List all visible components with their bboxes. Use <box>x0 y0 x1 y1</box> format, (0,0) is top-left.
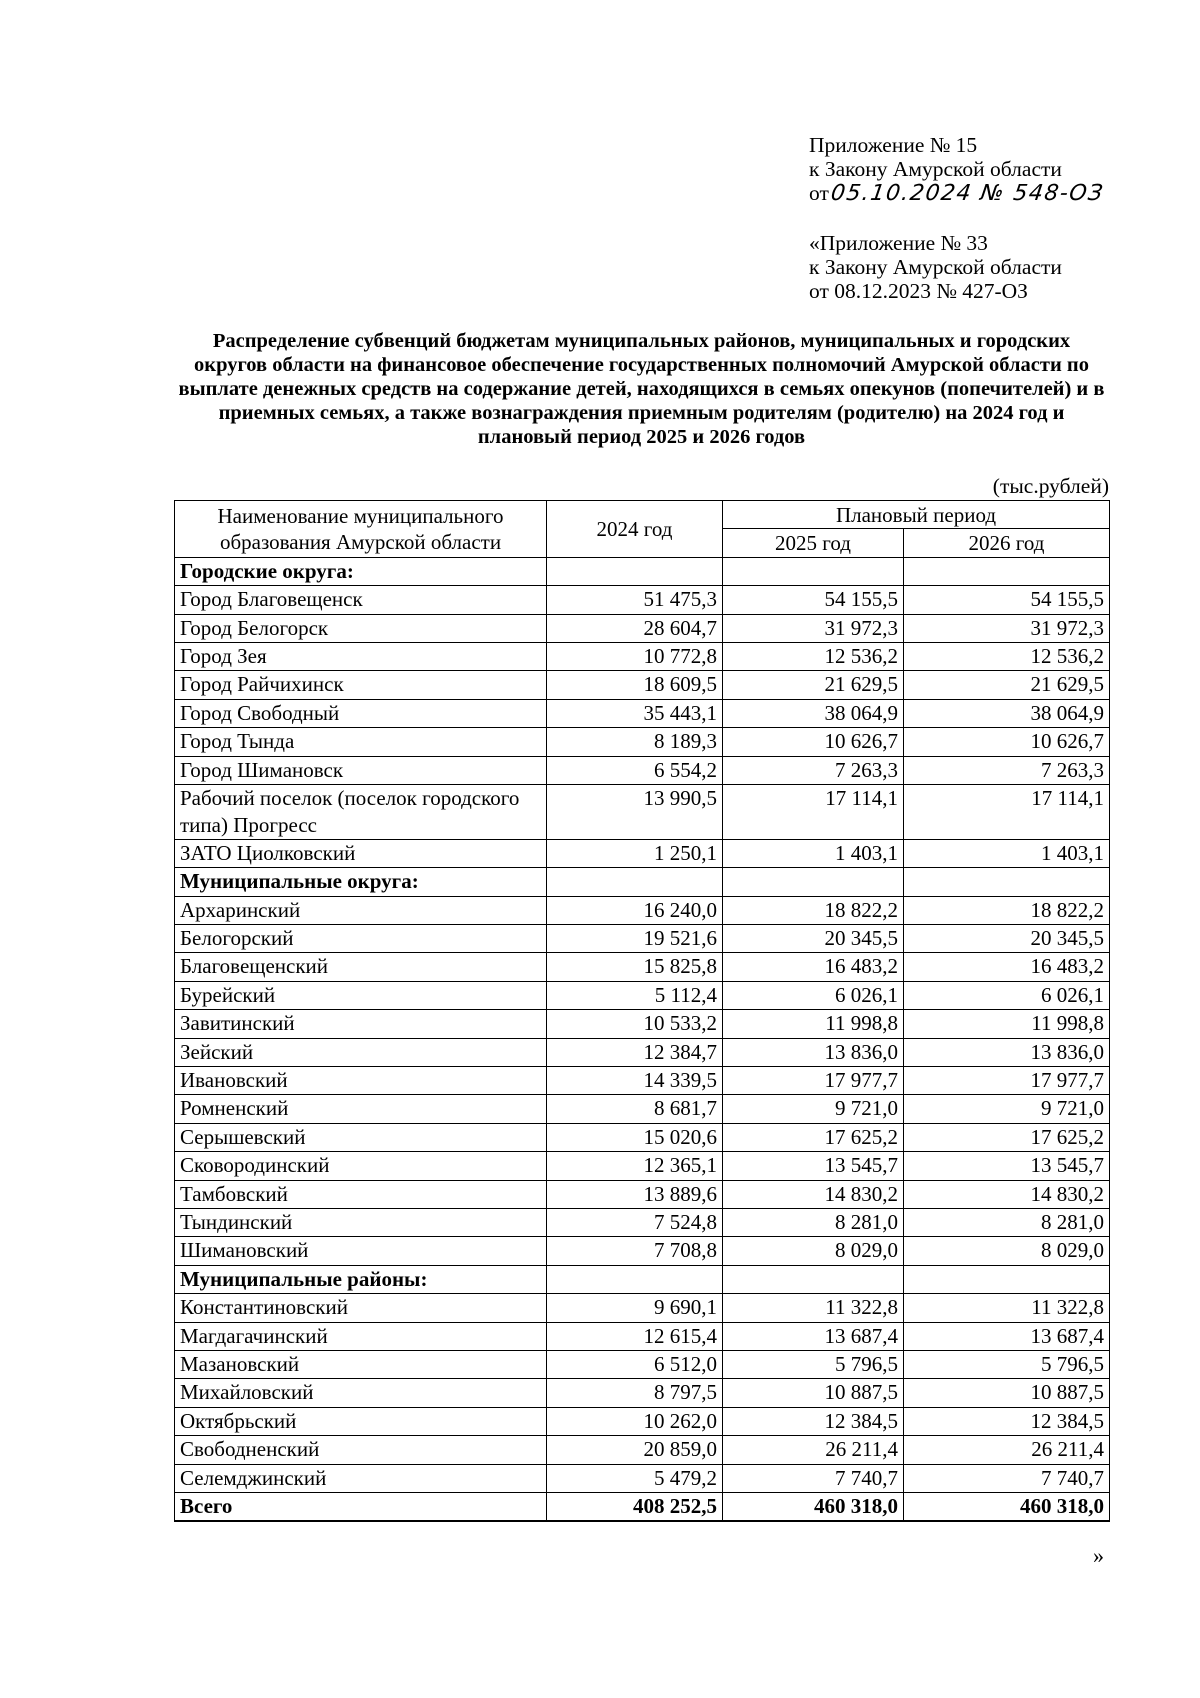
header-2025: 2025 год <box>723 529 904 557</box>
value-2024: 10 262,0 <box>547 1407 723 1435</box>
table-row <box>175 896 1110 924</box>
table-row <box>175 1067 1110 1095</box>
table-row <box>175 671 1110 699</box>
municipality-name: Ромненский <box>175 1095 547 1123</box>
value-2024: 10 772,8 <box>547 642 723 670</box>
value-2026: 38 064,9 <box>904 699 1110 727</box>
value-2025: 12 536,2 <box>723 642 904 670</box>
value-2024: 20 859,0 <box>547 1436 723 1464</box>
value-2024: 9 690,1 <box>547 1294 723 1322</box>
section-title: Городские округа: <box>175 557 547 585</box>
empty-cell <box>547 557 723 585</box>
value-2024: 10 533,2 <box>547 1010 723 1038</box>
table-row <box>175 1237 1110 1265</box>
value-2025: 17 977,7 <box>723 1067 904 1095</box>
header-planned-period: Плановый период <box>723 501 1110 529</box>
appendix-reference-original <box>809 231 1062 303</box>
appendix-law: к Закону Амурской области <box>809 157 1062 181</box>
empty-cell <box>547 1265 723 1293</box>
value-2024: 5 112,4 <box>547 981 723 1009</box>
value-2024: 13 889,6 <box>547 1180 723 1208</box>
value-2024: 6 512,0 <box>547 1350 723 1378</box>
total-2024: 408 252,5 <box>547 1492 723 1521</box>
value-2026: 13 687,4 <box>904 1322 1110 1350</box>
value-2026: 11 322,8 <box>904 1294 1110 1322</box>
municipality-name: Октябрьский <box>175 1407 547 1435</box>
value-2024: 18 609,5 <box>547 671 723 699</box>
table-row <box>175 1208 1110 1236</box>
value-2025: 1 403,1 <box>723 839 904 867</box>
value-2026: 13 836,0 <box>904 1038 1110 1066</box>
section-header-row <box>175 1265 1110 1293</box>
total-2026: 460 318,0 <box>904 1492 1110 1521</box>
value-2025: 8 281,0 <box>723 1208 904 1236</box>
value-2026: 1 403,1 <box>904 839 1110 867</box>
municipality-name: Шимановский <box>175 1237 547 1265</box>
value-2026: 6 026,1 <box>904 981 1110 1009</box>
table-row <box>175 586 1110 614</box>
value-2024: 7 708,8 <box>547 1237 723 1265</box>
value-2025: 18 822,2 <box>723 896 904 924</box>
municipality-name: Серышевский <box>175 1123 547 1151</box>
value-2024: 13 990,5 <box>547 784 723 839</box>
appendix-date-line <box>809 181 1104 206</box>
table-row <box>175 756 1110 784</box>
value-2025: 21 629,5 <box>723 671 904 699</box>
value-2025: 13 545,7 <box>723 1152 904 1180</box>
municipality-name: Город Благовещенск <box>175 586 547 614</box>
value-2026: 8 029,0 <box>904 1237 1110 1265</box>
table-row <box>175 1350 1110 1378</box>
table-row <box>175 1038 1110 1066</box>
value-2025: 12 384,5 <box>723 1407 904 1435</box>
value-2024: 51 475,3 <box>547 586 723 614</box>
original-appendix-law: к Закону Амурской области <box>809 255 1062 279</box>
value-2026: 18 822,2 <box>904 896 1110 924</box>
value-2024: 1 250,1 <box>547 839 723 867</box>
total-row <box>175 1492 1110 1521</box>
value-2024: 12 615,4 <box>547 1322 723 1350</box>
value-2025: 20 345,5 <box>723 925 904 953</box>
document-title: Распределение субвенций бюджетам муниципальных районов, муниципальных и городских округов области на финансовое обеспечение государственных полномочий Амурской области по выплате денежных средств на содержание детей, находящихся в семьях опекунов (попечителей) и в приемных семьях, а также вознаграждения приемным родителям (родителю) на 2024 год и плановый период 2025 и 2026 годов <box>178 330 1105 448</box>
table-row <box>175 925 1110 953</box>
table-row <box>175 1180 1110 1208</box>
value-2024: 15 020,6 <box>547 1123 723 1151</box>
table-row <box>175 1407 1110 1435</box>
table-row <box>175 1010 1110 1038</box>
value-2024: 8 797,5 <box>547 1379 723 1407</box>
table-row <box>175 642 1110 670</box>
municipality-name: Город Райчихинск <box>175 671 547 699</box>
total-label: Всего <box>175 1492 547 1521</box>
handwritten-date-number: 05.10.2024 № 548-ОЗ <box>829 181 1106 206</box>
value-2026: 31 972,3 <box>904 614 1110 642</box>
table-row <box>175 699 1110 727</box>
closing-quote: » <box>1093 1543 1104 1568</box>
municipality-name: Рабочий поселок (поселок городского типа) Прогресс <box>175 784 547 839</box>
value-2026: 16 483,2 <box>904 953 1110 981</box>
municipality-name: Селемджинский <box>175 1464 547 1492</box>
value-2025: 31 972,3 <box>723 614 904 642</box>
value-2026: 54 155,5 <box>904 586 1110 614</box>
value-2024: 12 384,7 <box>547 1038 723 1066</box>
value-2025: 38 064,9 <box>723 699 904 727</box>
municipality-name: Город Тында <box>175 728 547 756</box>
appendix-reference-current <box>809 133 1104 206</box>
municipality-name: Благовещенский <box>175 953 547 981</box>
empty-cell <box>723 868 904 896</box>
value-2026: 9 721,0 <box>904 1095 1110 1123</box>
value-2026: 26 211,4 <box>904 1436 1110 1464</box>
value-2026: 10 626,7 <box>904 728 1110 756</box>
table-row <box>175 728 1110 756</box>
header-2026: 2026 год <box>904 529 1110 557</box>
appendix-number: Приложение № 15 <box>809 133 978 157</box>
empty-cell <box>904 1265 1110 1293</box>
municipality-name: Зейский <box>175 1038 547 1066</box>
value-2025: 10 626,7 <box>723 728 904 756</box>
value-2026: 12 384,5 <box>904 1407 1110 1435</box>
value-2024: 16 240,0 <box>547 896 723 924</box>
municipality-name: Архаринский <box>175 896 547 924</box>
value-2025: 10 887,5 <box>723 1379 904 1407</box>
value-2025: 54 155,5 <box>723 586 904 614</box>
value-2025: 26 211,4 <box>723 1436 904 1464</box>
municipality-name: ЗАТО Циолковский <box>175 839 547 867</box>
value-2025: 6 026,1 <box>723 981 904 1009</box>
section-header-row <box>175 557 1110 585</box>
value-2024: 8 189,3 <box>547 728 723 756</box>
value-2026: 5 796,5 <box>904 1350 1110 1378</box>
empty-cell <box>723 557 904 585</box>
subvention-table <box>174 500 1110 1522</box>
value-2026: 17 114,1 <box>904 784 1110 839</box>
value-2026: 12 536,2 <box>904 642 1110 670</box>
value-2026: 8 281,0 <box>904 1208 1110 1236</box>
municipality-name: Город Зея <box>175 642 547 670</box>
value-2025: 17 625,2 <box>723 1123 904 1151</box>
table-row <box>175 1379 1110 1407</box>
value-2024: 35 443,1 <box>547 699 723 727</box>
municipality-name: Тындинский <box>175 1208 547 1236</box>
value-2026: 21 629,5 <box>904 671 1110 699</box>
municipality-name: Константиновский <box>175 1294 547 1322</box>
header-name: Наименование муниципального образования Амурской области <box>175 501 547 558</box>
municipality-name: Завитинский <box>175 1010 547 1038</box>
value-2024: 19 521,6 <box>547 925 723 953</box>
value-2025: 8 029,0 <box>723 1237 904 1265</box>
header-2024: 2024 год <box>547 501 723 558</box>
section-title: Муниципальные округа: <box>175 868 547 896</box>
table-row <box>175 953 1110 981</box>
section-header-row <box>175 868 1110 896</box>
value-2024: 7 524,8 <box>547 1208 723 1236</box>
table-row <box>175 1123 1110 1151</box>
table-row <box>175 1294 1110 1322</box>
appendix-date-prefix: от <box>809 181 829 205</box>
value-2025: 17 114,1 <box>723 784 904 839</box>
units-label: (тыс.рублей) <box>992 474 1109 498</box>
municipality-name: Белогорский <box>175 925 547 953</box>
table-row <box>175 1436 1110 1464</box>
original-appendix-number: «Приложение № 33 <box>809 231 988 255</box>
municipality-name: Сковородинский <box>175 1152 547 1180</box>
value-2025: 14 830,2 <box>723 1180 904 1208</box>
table-row <box>175 614 1110 642</box>
value-2026: 20 345,5 <box>904 925 1110 953</box>
municipality-name: Михайловский <box>175 1379 547 1407</box>
value-2024: 12 365,1 <box>547 1152 723 1180</box>
municipality-name: Свободненский <box>175 1436 547 1464</box>
original-appendix-date: от 08.12.2023 № 427-ОЗ <box>809 279 1028 303</box>
empty-cell <box>904 868 1110 896</box>
section-title: Муниципальные районы: <box>175 1265 547 1293</box>
table-row <box>175 1095 1110 1123</box>
value-2024: 28 604,7 <box>547 614 723 642</box>
value-2025: 11 322,8 <box>723 1294 904 1322</box>
value-2024: 6 554,2 <box>547 756 723 784</box>
value-2026: 14 830,2 <box>904 1180 1110 1208</box>
value-2024: 15 825,8 <box>547 953 723 981</box>
value-2025: 13 687,4 <box>723 1322 904 1350</box>
value-2025: 7 263,3 <box>723 756 904 784</box>
municipality-name: Город Шимановск <box>175 756 547 784</box>
table-row <box>175 784 1110 839</box>
empty-cell <box>547 868 723 896</box>
value-2024: 14 339,5 <box>547 1067 723 1095</box>
value-2026: 17 625,2 <box>904 1123 1110 1151</box>
value-2026: 13 545,7 <box>904 1152 1110 1180</box>
municipality-name: Тамбовский <box>175 1180 547 1208</box>
table-row <box>175 1322 1110 1350</box>
municipality-name: Бурейский <box>175 981 547 1009</box>
municipality-name: Город Свободный <box>175 699 547 727</box>
value-2026: 17 977,7 <box>904 1067 1110 1095</box>
table-row <box>175 981 1110 1009</box>
value-2025: 7 740,7 <box>723 1464 904 1492</box>
table-body <box>175 557 1110 1521</box>
value-2025: 11 998,8 <box>723 1010 904 1038</box>
value-2025: 13 836,0 <box>723 1038 904 1066</box>
municipality-name: Магдагачинский <box>175 1322 547 1350</box>
municipality-name: Ивановский <box>175 1067 547 1095</box>
empty-cell <box>723 1265 904 1293</box>
value-2024: 5 479,2 <box>547 1464 723 1492</box>
table-row <box>175 839 1110 867</box>
municipality-name: Мазановский <box>175 1350 547 1378</box>
value-2026: 7 263,3 <box>904 756 1110 784</box>
value-2024: 8 681,7 <box>547 1095 723 1123</box>
municipality-name: Город Белогорск <box>175 614 547 642</box>
value-2025: 5 796,5 <box>723 1350 904 1378</box>
table-row <box>175 1152 1110 1180</box>
empty-cell <box>904 557 1110 585</box>
value-2025: 9 721,0 <box>723 1095 904 1123</box>
total-2025: 460 318,0 <box>723 1492 904 1521</box>
value-2026: 11 998,8 <box>904 1010 1110 1038</box>
value-2026: 7 740,7 <box>904 1464 1110 1492</box>
value-2026: 10 887,5 <box>904 1379 1110 1407</box>
value-2025: 16 483,2 <box>723 953 904 981</box>
table-row <box>175 1464 1110 1492</box>
